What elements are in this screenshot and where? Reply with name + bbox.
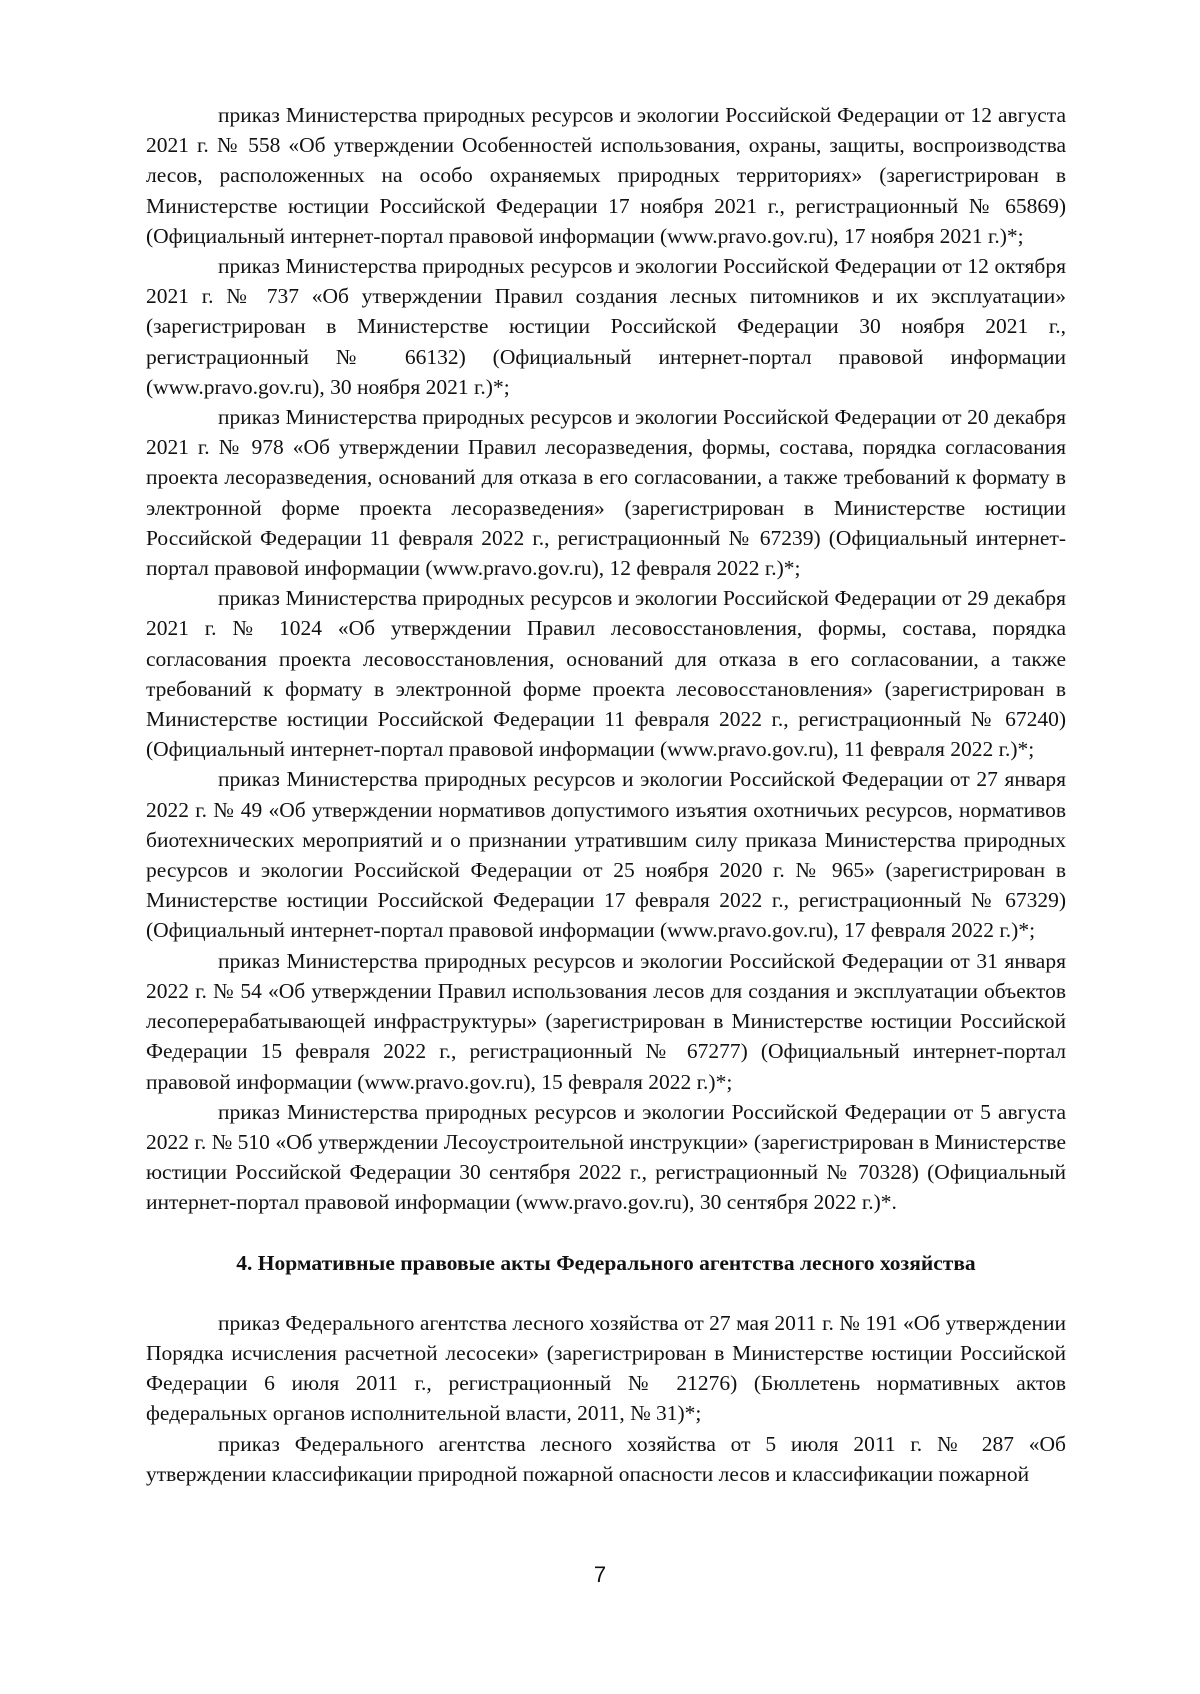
order-paragraph: приказ Министерства природных ресурсов и экологии Российской Федерации от 29 декабря 2021 г. № 1024 «Об утверждении Правил лесовосстановления, формы, состава, порядка согласования проекта лесовосстановления, оснований для отказа в его согласовании, а также требований к формату в электронной форме проекта лесовосстановления» (зарегистрирован в Министерстве юстиции Российской Федерации 11 февраля 2022 г., регистрационный № 67240) (Официальный интернет-портал правовой информации (www.pravo.gov.ru), 11 февраля 2022 г.)*; [146,586,1066,762]
order-paragraph: приказ Министерства природных ресурсов и экологии Российской Федерации от 5 августа 2022 г. № 510 «Об утверждении Лесоустроительной инструкции» (зарегистрирован в Министерстве юстиции Российской Федерации 30 сентября 2022 г., регистрационный № 70328) (Официальный интернет-портал правовой информации (www.pravo.gov.ru), 30 сентября 2022 г.)*. [146,1099,1066,1215]
page-number: 7 [593,1562,607,1587]
order-paragraph: приказ Министерства природных ресурсов и экологии Российской Федерации от 31 января 2022 г. № 54 «Об утверждении Правил использования лесов для создания и эксплуатации объектов лесоперерабатывающей инфраструктуры» (зарегистрирован в Министерстве юстиции Российской Федерации 15 февраля 2022 г., регистрационный № 67277) (Официальный интернет-портал правовой информации (www.pravo.gov.ru), 15 февраля 2022 г.)*; [146,948,1066,1094]
order-paragraph: приказ Министерства природных ресурсов и экологии Российской Федерации от 20 декабря 2021 г. № 978 «Об утверждении Правил лесоразведения, формы, состава, порядка согласования проекта лесоразведения, оснований для отказа в его согласовании, а также требований к формату в электронной форме проекта лесоразведения» (зарегистрирован в Министерстве юстиции Российской Федерации 11 февраля 2022 г., регистрационный № 67239) (Официальный интернет-портал правовой информации (www.pravo.gov.ru), 12 февраля 2022 г.)*; [146,405,1066,581]
document-page [146,100,1066,1489]
order-paragraph: приказ Федерального агентства лесного хозяйства от 27 мая 2011 г. № 191 «Об утверждении Порядка исчисления расчетной лесосеки» (зарегистрирован в Министерстве юстиции Российской Федерации 6 июля 2011 г., регистрационный № 21276) (Бюллетень нормативных актов федеральных органов исполнительной власти, 2011, № 31)*; [146,1310,1066,1426]
order-paragraph: приказ Министерства природных ресурсов и экологии Российской Федерации от 12 августа 2021 г. № 558 «Об утверждении Особенностей использования, охраны, защиты, воспроизводства лесов, расположенных на особо охраняемых природных территориях» (зарегистрирован в Министерстве юстиции Российской Федерации 17 ноября 2021 г., регистрационный № 65869) (Официальный интернет-портал правовой информации (www.pravo.gov.ru), 17 ноября 2021 г.)*; [146,103,1066,248]
order-paragraph: приказ Федерального агентства лесного хозяйства от 5 июля 2011 г. № 287 «Об утверждении классификации природной пожарной опасности лесов и классификации пожарной [146,1431,1066,1486]
order-paragraph: приказ Министерства природных ресурсов и экологии Российской Федерации от 12 октября 2021 г. № 737 «Об утверждении Правил создания лесных питомников и их эксплуатации» (зарегистрирован в Министерстве юстиции Российской Федерации 30 ноября 2021 г., регистрационный № 66132) (Официальный интернет-портал правовой информации (www.pravo.gov.ru), 30 ноября 2021 г.)*; [146,254,1066,399]
order-paragraph: приказ Министерства природных ресурсов и экологии Российской Федерации от 27 января 2022 г. № 49 «Об утверждении нормативов допустимого изъятия охотничьих ресурсов, нормативов биотехнических мероприятий и о признании утратившим силу приказа Министерства природных ресурсов и экологии Российской Федерации от 25 ноября 2020 г. № 965» (зарегистрирован в Министерстве юстиции Российской Федерации 17 февраля 2022 г., регистрационный № 67329) (Официальный интернет-портал правовой информации (www.pravo.gov.ru), 17 февраля 2022 г.)*; [146,767,1066,943]
section-heading: 4. Нормативные правовые акты Федерального агентства лесного хозяйства [236,1250,976,1275]
